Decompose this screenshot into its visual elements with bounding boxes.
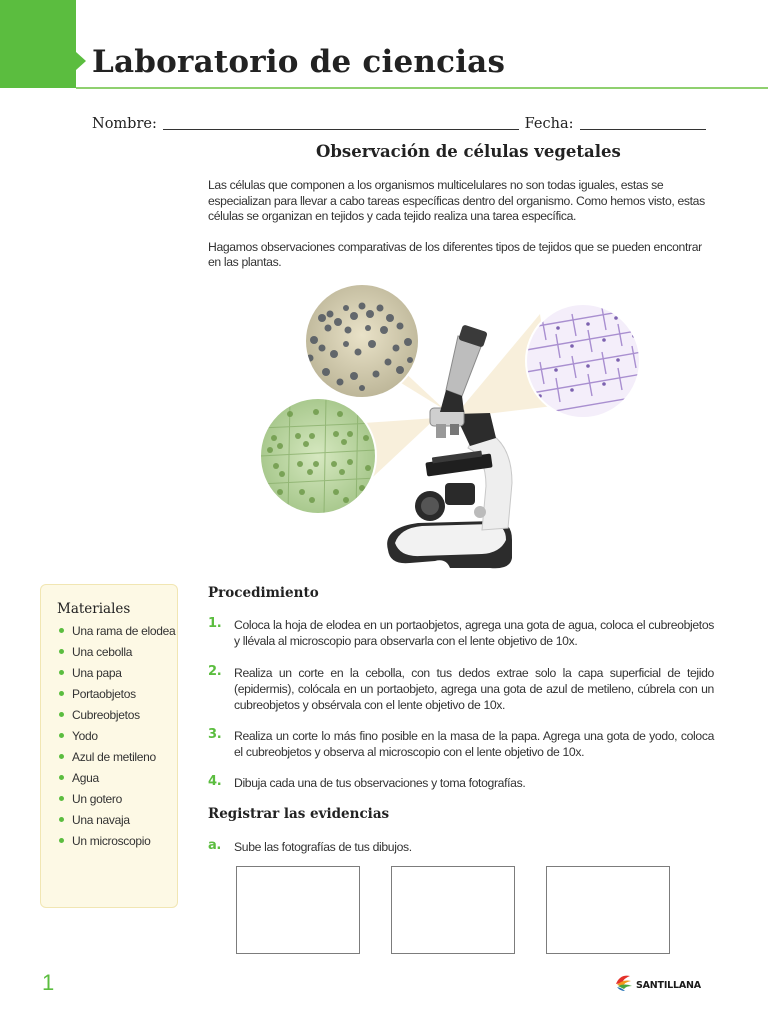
bullet-icon <box>59 733 64 738</box>
title-rule <box>76 87 768 89</box>
material-item-label: Agua <box>72 771 99 785</box>
step-letter: a. <box>208 838 222 853</box>
intro-paragraph-2: Hagamos observaciones comparativas de los diferentes tipos de tejidos que se pueden encontrar en las plantas. <box>208 239 702 270</box>
name-label: Nombre: <box>92 116 157 132</box>
material-item-label: Una rama de elodea <box>72 624 176 638</box>
step-number: 1. <box>208 616 222 631</box>
brand-name: SANTILLANA <box>636 979 701 991</box>
bullet-icon <box>59 754 64 759</box>
bullet-icon <box>59 649 64 654</box>
microscope-illustration <box>250 278 650 593</box>
step-number: 4. <box>208 774 222 789</box>
procedure-title: Procedimiento <box>208 585 319 601</box>
photo-upload-box-1[interactable] <box>236 866 360 954</box>
material-item-label: Azul de metileno <box>72 750 156 764</box>
step-text: Coloca la hoja de elodea en un portaobjetos, agrega una gota de agua, coloca el cubreobjetos y llévala al microscopio para observarla con el lente objetivo de 10x. <box>234 618 714 648</box>
page-number: 1 <box>42 970 55 995</box>
material-item-label: Yodo <box>72 729 98 743</box>
material-item-label: Una navaja <box>72 813 130 827</box>
material-item <box>57 707 177 724</box>
material-item <box>57 833 177 850</box>
photo-upload-box-2[interactable] <box>391 866 515 954</box>
bullet-icon <box>59 670 64 675</box>
materials-box <box>40 584 178 908</box>
procedure-step-3 <box>208 728 714 760</box>
material-item <box>57 791 177 808</box>
material-item <box>57 728 177 745</box>
material-item-label: Un microscopio <box>72 834 151 848</box>
material-item-label: Cubreobjetos <box>72 708 140 722</box>
material-item-label: Una cebolla <box>72 645 133 659</box>
material-item <box>57 770 177 787</box>
materials-title: Materiales <box>57 601 131 617</box>
bullet-icon <box>59 628 64 633</box>
intro-paragraph-1: Las células que componen a los organismos multicelulares no son todas iguales, estas se especializan para llevar a cabo tareas específicas dentro del organismo. Como hemos visto, estas células se organizan en tejidos y cada tejido realiza una tarea específica. <box>208 178 705 224</box>
header-tab-notch <box>76 52 86 70</box>
photo-upload-box-3[interactable] <box>546 866 670 954</box>
name-date-row <box>92 112 706 132</box>
material-item <box>57 665 177 682</box>
bullet-icon <box>59 796 64 801</box>
header-green-tab <box>0 0 76 88</box>
bullet-icon <box>59 775 64 780</box>
step-text: Realiza un corte lo más fino posible en la masa de la papa. Agrega una gota de yodo, coloca el cubreobjetos y observa al microscopio con el lente objetivo de 10x. <box>234 729 714 759</box>
name-field-line[interactable] <box>163 116 519 130</box>
step-text: Sube las fotografías de tus dibujos. <box>234 840 412 854</box>
step-number: 2. <box>208 664 222 679</box>
section-title: Observación de células vegetales <box>316 142 621 161</box>
material-item-label: Una papa <box>72 666 122 680</box>
material-item <box>57 749 177 766</box>
step-number: 3. <box>208 727 222 742</box>
santillana-logo-icon <box>614 972 634 992</box>
material-item <box>57 812 177 829</box>
materials-list <box>57 623 177 850</box>
intro-text <box>208 178 714 271</box>
material-item-label: Portaobjetos <box>72 687 136 701</box>
evidence-step-a <box>208 839 714 855</box>
step-text: Dibuja cada una de tus observaciones y toma fotografías. <box>234 776 526 790</box>
material-item-label: Un gotero <box>72 792 122 806</box>
page-title: Laboratorio de ciencias <box>92 44 506 80</box>
procedure-step-2 <box>208 665 714 713</box>
santillana-logo <box>614 972 701 992</box>
step-text: Realiza un corte en la cebolla, con tus dedos extrae solo la capa superficial de tejido (epidermis), colócala en un portaobjeto, agrega una gota de azul de metileno, cúbrela con un cubreobjetos y obsérvala con el lente objetivo de 10x. <box>234 666 714 712</box>
bullet-icon <box>59 691 64 696</box>
date-label: Fecha: <box>524 116 574 132</box>
evidence-title: Registrar las evidencias <box>208 806 390 822</box>
procedure-step-1 <box>208 617 714 649</box>
material-item <box>57 686 177 703</box>
material-item <box>57 644 177 661</box>
bullet-icon <box>59 712 64 717</box>
material-item <box>57 623 177 640</box>
bullet-icon <box>59 817 64 822</box>
date-field-line[interactable] <box>580 116 707 130</box>
procedure-step-4 <box>208 775 714 791</box>
bullet-icon <box>59 838 64 843</box>
